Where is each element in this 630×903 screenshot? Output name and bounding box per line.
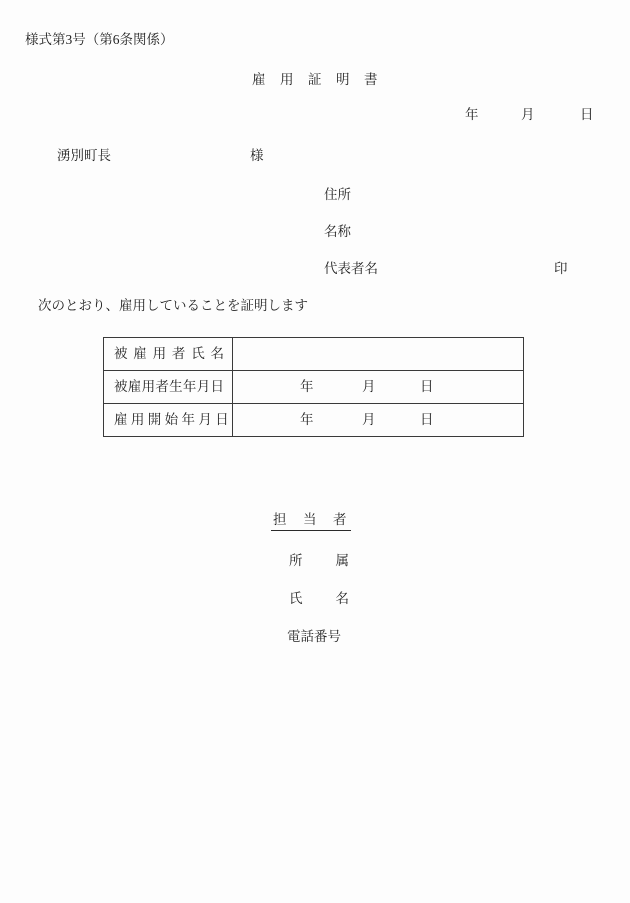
- issuer-representative-label: 代表者名: [324, 261, 378, 276]
- addressee-honorific: 様: [250, 148, 264, 163]
- contact-heading: 担 当 者: [271, 513, 351, 531]
- birth-date-label: 被雇用者生年月日: [114, 379, 224, 395]
- employee-name-value-cell: [233, 338, 523, 370]
- employment-table: [103, 337, 524, 437]
- employment-start-year-label: 年: [300, 412, 314, 427]
- contact-phone-label: 電話番号: [287, 629, 341, 644]
- birth-date-label-cell: [104, 371, 233, 403]
- employment-start-value-cell: [233, 404, 523, 436]
- birth-date-year-label: 年: [300, 379, 314, 394]
- contact-heading-wrap: [271, 513, 351, 531]
- birth-date-value-cell: [233, 371, 523, 403]
- employment-start-day-label: 日: [420, 412, 434, 427]
- addressee-name: 湧別町長: [57, 148, 111, 163]
- employment-start-label: 雇 用 開 始 年 月 日: [114, 412, 229, 428]
- certification-statement: 次のとおり、雇用していることを証明します: [38, 298, 308, 313]
- table-row-employee-name: [104, 338, 523, 370]
- table-row-employment-start-date: [104, 403, 523, 436]
- contact-name-label: 氏 名: [289, 591, 351, 606]
- employee-name-label-cell: [104, 338, 233, 370]
- birth-date-month-label: 月: [362, 379, 376, 394]
- form-number: 様式第3号（第6条関係）: [25, 32, 174, 47]
- issuer-name-label: 名称: [324, 224, 351, 239]
- contact-department-label: 所 属: [289, 553, 351, 568]
- issue-date-month-label: 月: [521, 107, 535, 122]
- employment-start-month-label: 月: [362, 412, 376, 427]
- employee-name-label: 被 雇 用 者 氏 名: [114, 346, 224, 362]
- seal-label: 印: [554, 261, 568, 276]
- employment-start-label-cell: [104, 404, 233, 436]
- document-title: 雇 用 証 明 書: [252, 72, 378, 87]
- issue-date-day-label: 日: [580, 107, 594, 122]
- issue-date-year-label: 年: [465, 107, 479, 122]
- issuer-address-label: 住所: [324, 187, 351, 202]
- table-row-birth-date: [104, 370, 523, 403]
- birth-date-day-label: 日: [420, 379, 434, 394]
